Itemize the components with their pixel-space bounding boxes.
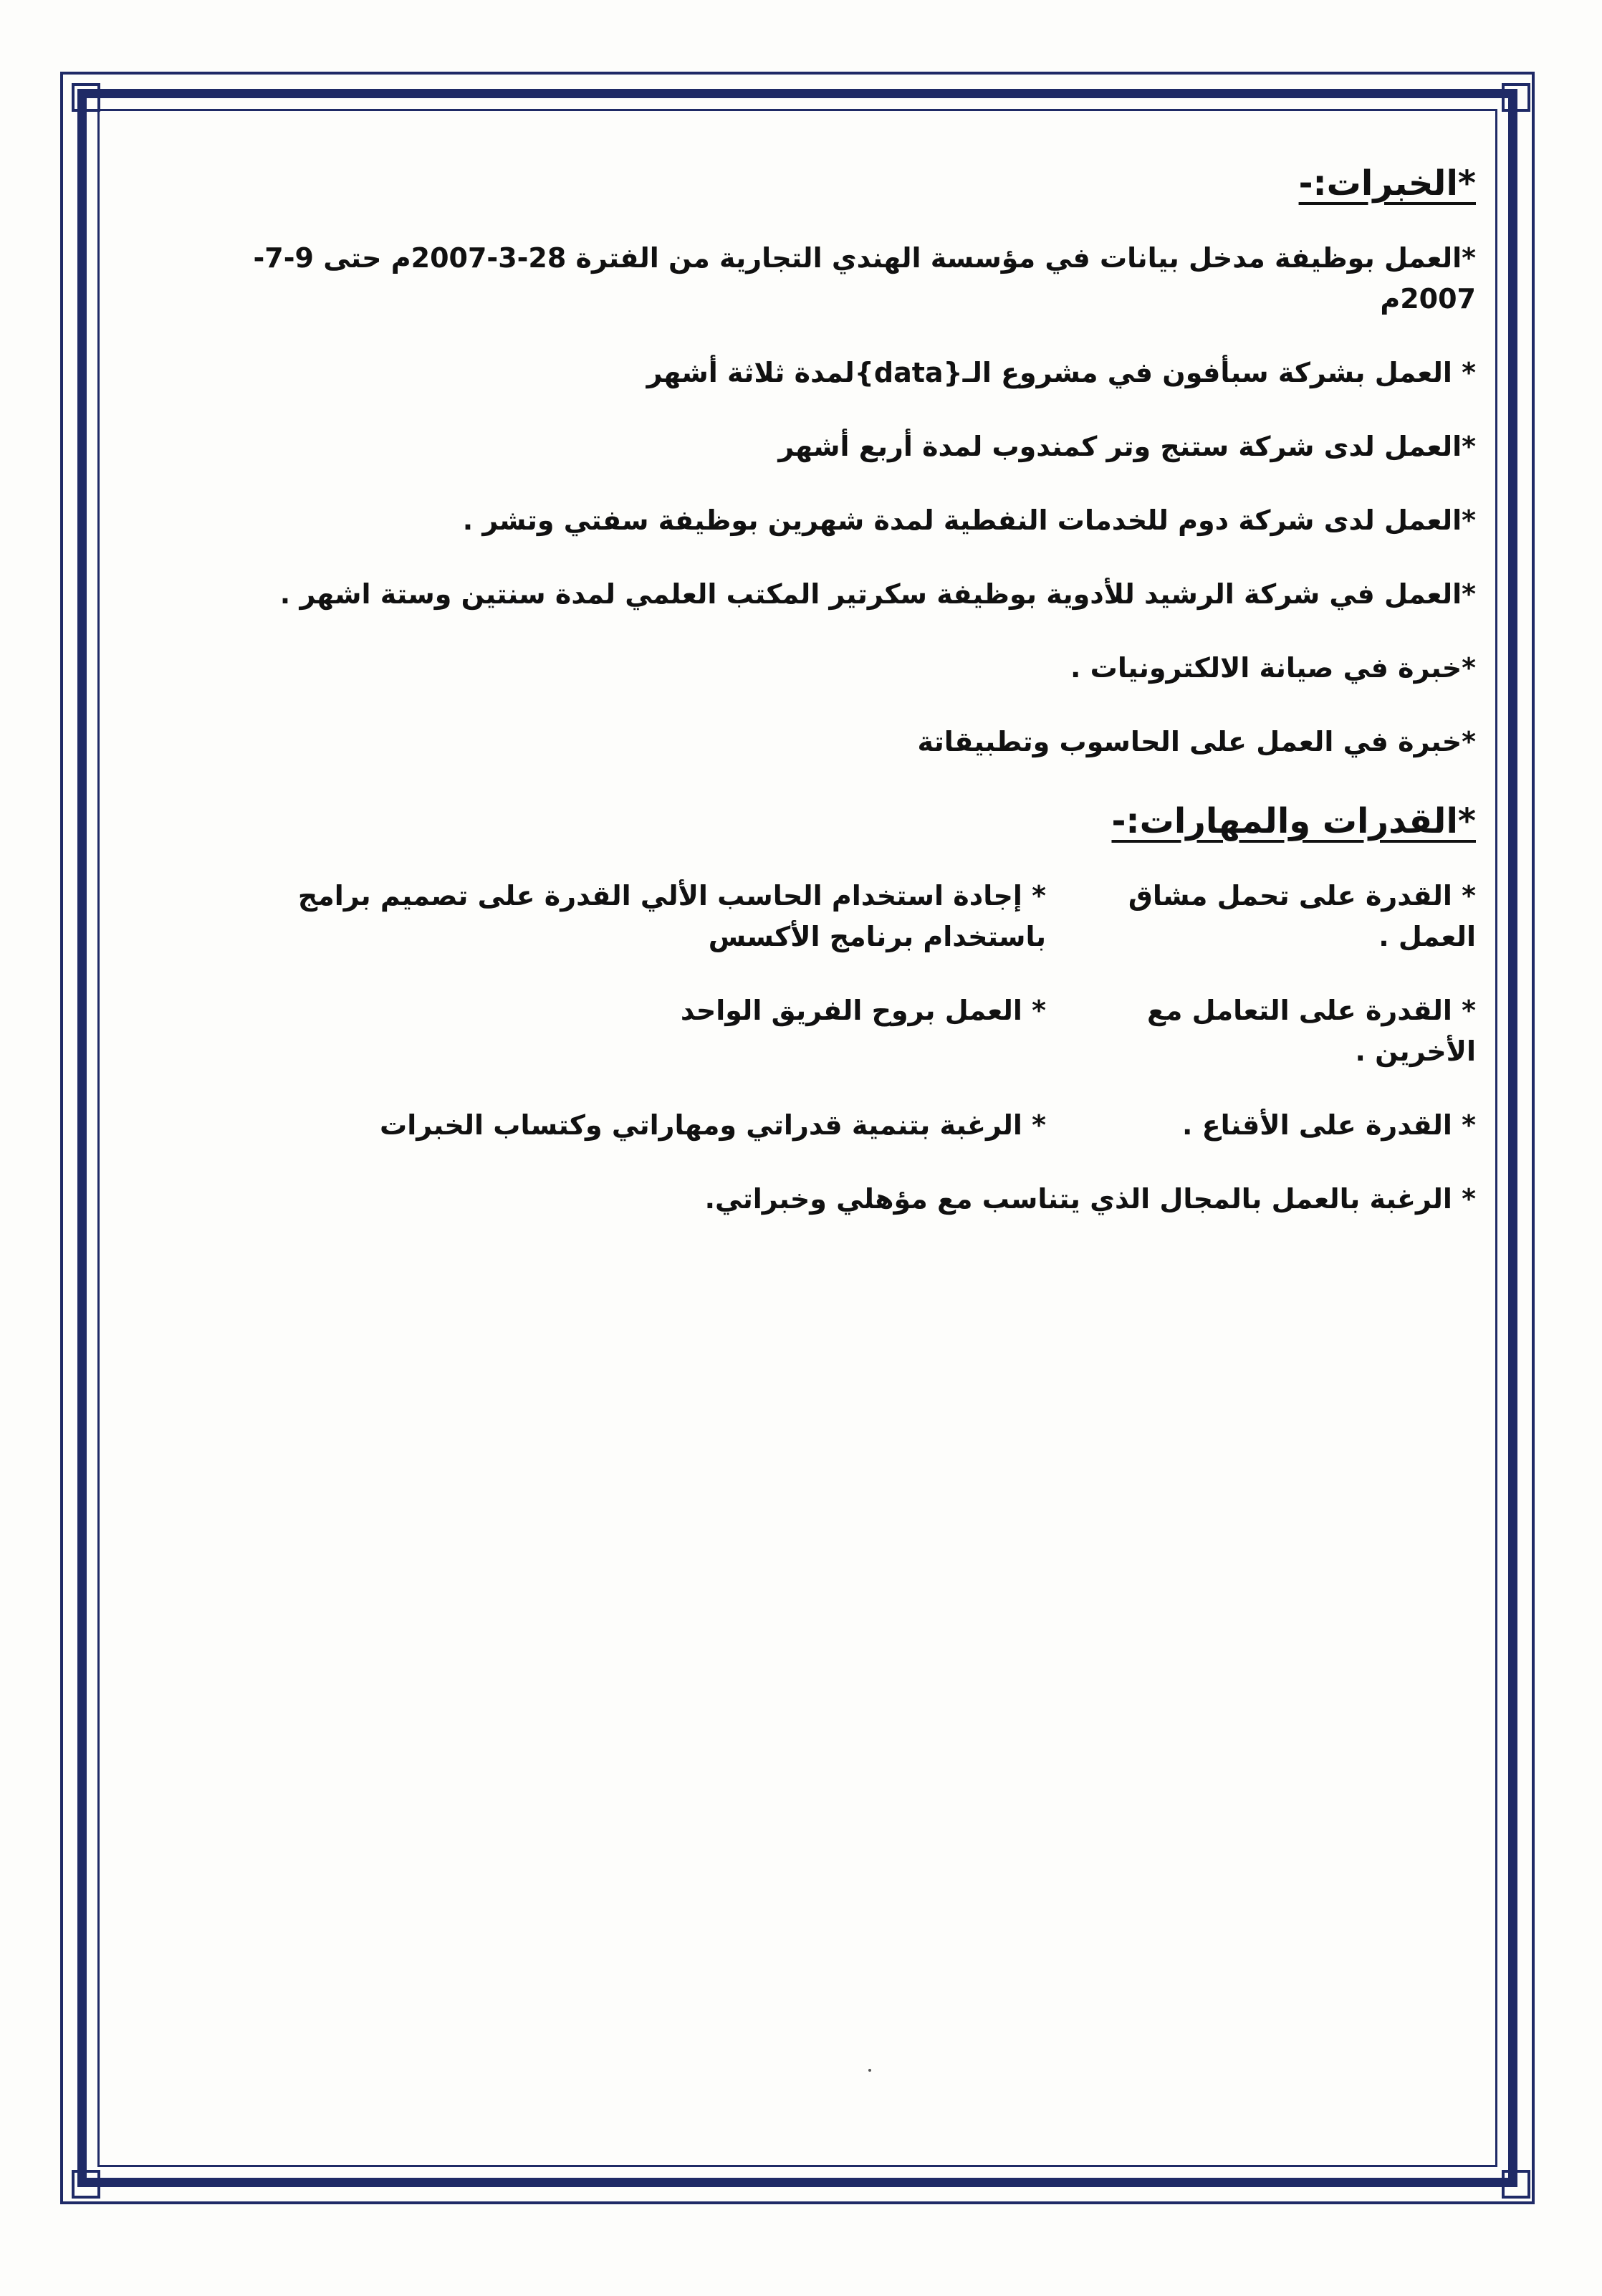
- skill-item: * القدرة على التعامل مع الأخرين .: [1146, 995, 1476, 1067]
- border-corner-bottom-left: [72, 2170, 100, 2199]
- experience-item-6: *خبرة في صيانة الالكترونيات .: [1070, 652, 1476, 684]
- skill-item: * العمل بروح الفريق الواحد: [680, 995, 1046, 1026]
- border-corner-top-right: [1502, 83, 1530, 112]
- experience-item-1: *العمل بوظيفة مدخل بيانات في مؤسسة الهندي التجارية من الفترة 28-3-2007م حتى 9-7-2007م: [253, 242, 1476, 315]
- skills-row-3: [186, 1105, 1476, 1146]
- skill-item: * القدرة على الأقناع .: [1182, 1109, 1476, 1141]
- skill-item: * إجادة استخدام الحاسب الألي القدرة على تصميم برامج باستخدام برنامج الأكسس: [297, 880, 1046, 952]
- stray-dot: [868, 2069, 871, 2072]
- experience-item-5: *العمل في شركة الرشيد للأدوية بوظيفة سكرتير المكتب العلمي لمدة سنتين وستة اشهر .: [279, 578, 1476, 610]
- skill-item: * الرغبة بتنمية قدراتي ومهاراتي وكتساب الخبرات: [380, 1109, 1046, 1141]
- experience-item-2: * العمل بشركة سبأفون في مشروع الـ{data}لمدة ثلاثة أشهر: [646, 357, 1476, 388]
- skills-row-2: [186, 990, 1476, 1072]
- experience-item-3: *العمل لدى شركة ستنج وتر كمندوب لمدة أربع أشهر: [778, 431, 1476, 462]
- skill-item-last: * الرغبة بالعمل بالمجال الذي يتناسب مع مؤهلي وخبراتي.: [704, 1183, 1476, 1215]
- experience-item-4: *العمل لدى شركة دوم للخدمات النفطية لمدة شهرين بوظيفة سفتي وتشر .: [462, 504, 1476, 536]
- experience-heading: *الخبرات:-: [1298, 163, 1476, 204]
- skills-heading: *القدرات والمهارات:-: [1111, 801, 1476, 841]
- skill-item: * القدرة على تحمل مشاق العمل .: [1128, 880, 1476, 952]
- border-corner-bottom-right: [1502, 2170, 1530, 2199]
- skills-row-1: [186, 876, 1476, 957]
- border-corner-top-left: [72, 83, 100, 112]
- document-body: [186, 143, 1476, 1253]
- experience-item-7: *خبرة في العمل على الحاسوب وتطبيقاتة: [917, 726, 1476, 757]
